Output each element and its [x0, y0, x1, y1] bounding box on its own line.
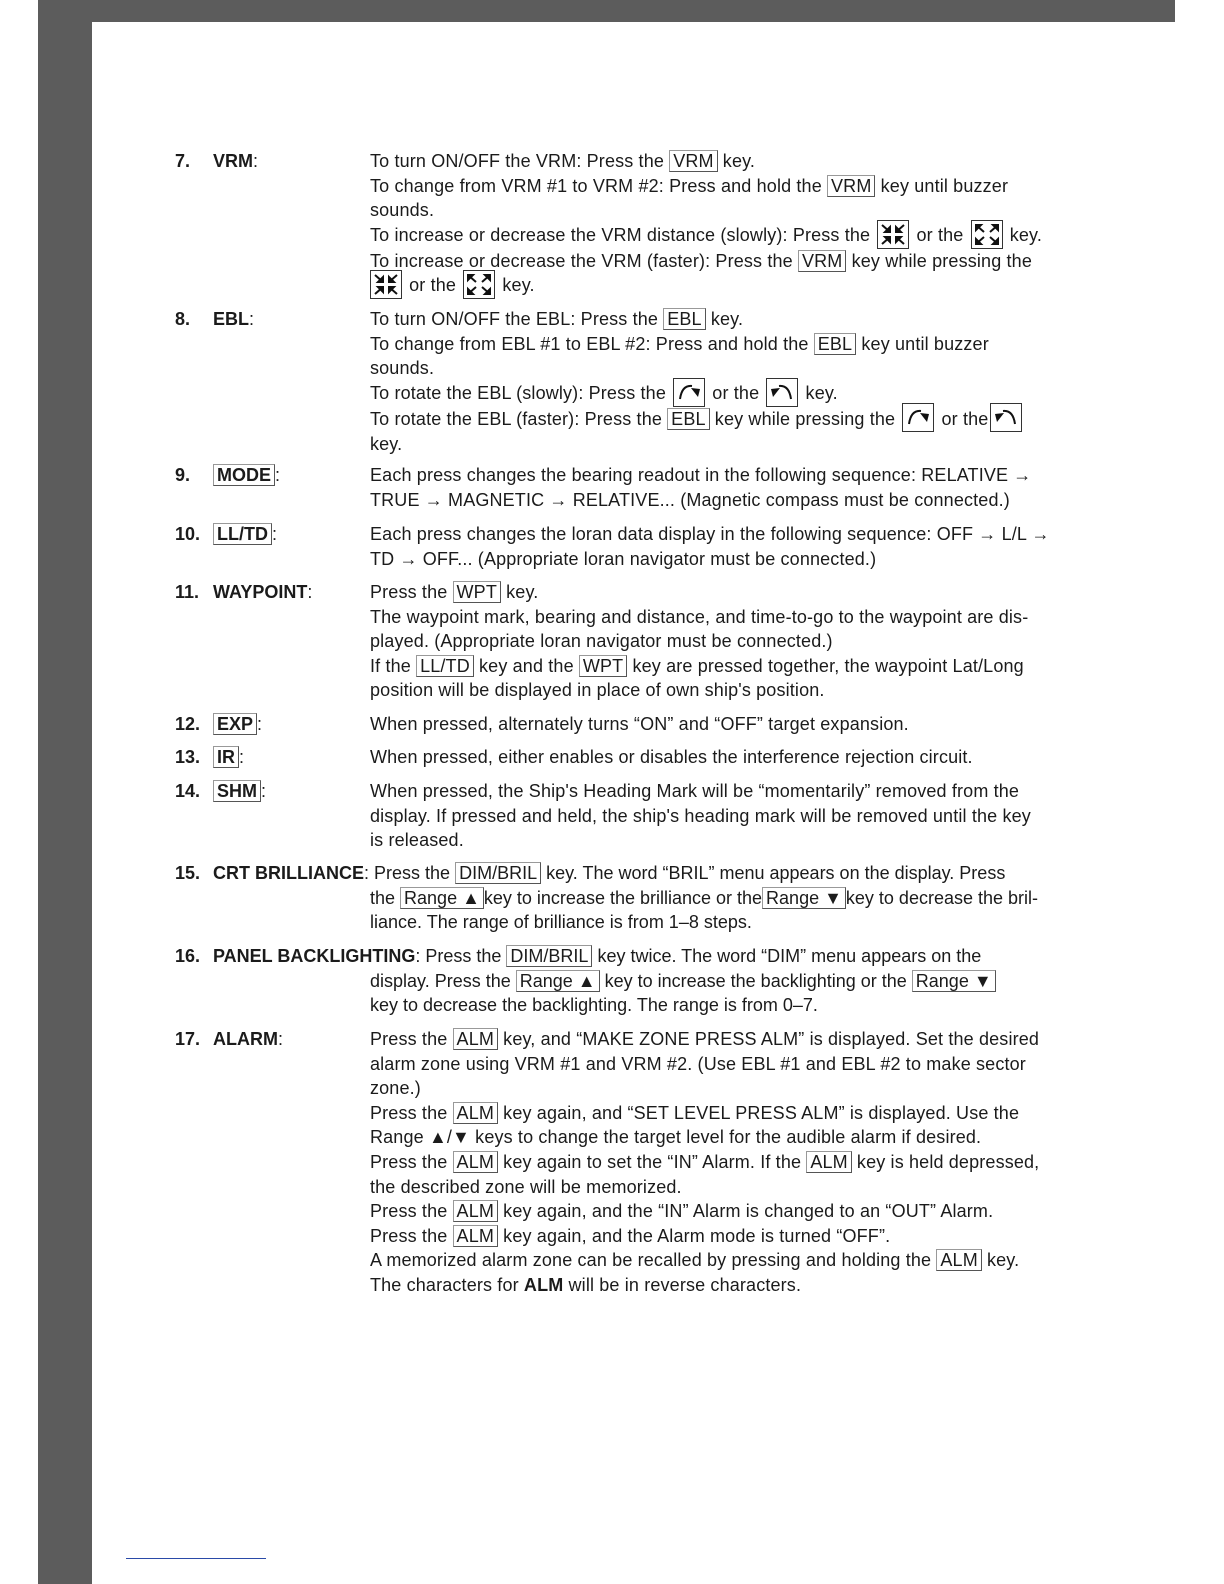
range-up-key: Range ▲ [516, 970, 600, 992]
vrm-increase-icon [463, 270, 495, 299]
entry-label: LL/TD : [213, 522, 277, 547]
vrm-increase-icon [971, 220, 1003, 249]
dim-bril-key: DIM/BRIL [455, 862, 541, 884]
mode-key: MODE [213, 464, 275, 486]
text-line: position will be displayed in place of own ship's position. [370, 680, 825, 701]
text-line: Press the ALM key again, and the “IN” Alarm is changed to an “OUT” Alarm. [370, 1201, 994, 1222]
text-line: display. If pressed and held, the ship's heading mark will be removed until the key [370, 805, 1031, 826]
entry-label: IR : [213, 745, 244, 770]
scan-shadow-top [38, 0, 1175, 22]
entry-number: 17. [175, 1029, 201, 1049]
entry-description [370, 1027, 1136, 1298]
text-line: To increase or decrease the VRM (faster): Press the VRM key while pressing the [370, 250, 1032, 271]
text-line: Each press changes the bearing readout in the following sequence: RELATIVE → [370, 465, 1032, 485]
text-line: liance. The range of brilliance is from 1–8 steps. [370, 912, 752, 933]
dim-bril-key: DIM/BRIL [506, 945, 592, 967]
entry-number: 8. [175, 309, 191, 329]
text-line: CRT BRILLIANCE: Press the DIM/BRIL key. The word “BRIL” menu appears on the display. Press [213, 863, 1006, 883]
text-line: To increase or decrease the VRM distance (slowly): Press the or the key. [370, 223, 1136, 249]
text-line: To rotate the EBL (faster): Press the EBL key while pressing the or the [370, 407, 1136, 433]
alm-key: ALM [936, 1249, 981, 1271]
entry-description [370, 463, 1136, 512]
wpt-key: WPT [579, 655, 627, 677]
ebl-key: EBL [814, 333, 856, 355]
text-line: To change from EBL #1 to EBL #2: Press and hold the EBL key until buzzer [370, 333, 989, 354]
entry-description [370, 522, 1136, 571]
text-line: sounds. [370, 200, 435, 221]
text-line: the described zone will be memorized. [370, 1176, 682, 1197]
scan-margin-right [1175, 0, 1224, 1584]
entry-label: PANEL BACKLIGHTING [213, 946, 416, 966]
text-line: To rotate the EBL (slowly): Press the or the key. [370, 381, 1136, 407]
entry-number: 10. [175, 524, 201, 544]
text-line: Range ▲/▼ keys to change the target level for the audible alarm if desired. [370, 1127, 982, 1148]
range-down-key: Range ▼ [912, 970, 996, 992]
shm-key: SHM [213, 780, 261, 802]
text-line: key to decrease the backlighting. The range is from 0–7. [370, 995, 818, 1016]
vrm-decrease-icon [370, 270, 402, 299]
text-line: The waypoint mark, bearing and distance, and time-to-go to the waypoint are dis- [370, 606, 1029, 627]
text-line: To change from VRM #1 to VRM #2: Press and hold the VRM key until buzzer [370, 175, 1009, 196]
text-line: Each press changes the loran data display in the following sequence: OFF → L/L → [370, 524, 1050, 544]
text-line: The characters for ALM will be in reverse characters. [370, 1274, 802, 1295]
entry-number: 15. [175, 863, 201, 883]
text-line: sounds. [370, 358, 435, 379]
footer-rule [126, 1558, 266, 1559]
entry-label: CRT BRILLIANCE [213, 863, 364, 883]
vrm-decrease-icon [877, 220, 909, 249]
text-line: is released. [370, 830, 464, 851]
lltd-key: LL/TD [416, 655, 474, 677]
text-line: or the key. [370, 273, 1136, 299]
text-line: Press the WPT key. [370, 582, 539, 602]
entry-number: 12. [175, 714, 201, 734]
text-line: To turn ON/OFF the VRM: Press the VRM key. [370, 151, 756, 171]
vrm-key: VRM [798, 250, 846, 272]
alm-key: ALM [453, 1200, 498, 1222]
text-line: played. (Appropriate loran navigator must be connected.) [370, 631, 833, 652]
entry-description [370, 745, 1136, 770]
text-line: A memorized alarm zone can be recalled by pressing and holding the ALM key. [370, 1250, 1020, 1271]
text-line: Press the ALM key, and “MAKE ZONE PRESS ALM” is displayed. Set the desired [370, 1029, 1040, 1049]
vrm-key: VRM [669, 150, 717, 172]
entry-description [213, 861, 1163, 935]
text-line: PANEL BACKLIGHTING: Press the DIM/BRIL key twice. The word “DIM” menu appears on the [213, 946, 982, 966]
text-line: display. Press the Range ▲ key to increase the backlighting or the Range ▼ [213, 969, 1163, 994]
entry-number: 13. [175, 747, 201, 767]
text-line: Press the ALM key again to set the “IN” Alarm. If the ALM key is held depressed, [370, 1151, 1040, 1172]
wpt-key: WPT [453, 581, 501, 603]
entry-label: ALARM: [213, 1029, 284, 1049]
ebl-rotate-clockwise-icon [673, 378, 705, 407]
text-line: Press the ALM key again, and the Alarm mode is turned “OFF”. [370, 1225, 891, 1246]
text-line: When pressed, the Ship's Heading Mark will be “momentarily” removed from the [370, 781, 1020, 801]
vrm-key: VRM [827, 175, 875, 197]
entry-number: 14. [175, 781, 201, 801]
entry-label: WAYPOINT: [213, 582, 313, 602]
entry-label: SHM : [213, 779, 266, 804]
entry-description [370, 779, 1136, 853]
ebl-rotate-counterclockwise-icon [990, 403, 1022, 432]
entry-description [213, 944, 1163, 1018]
alm-key: ALM [453, 1102, 498, 1124]
alm-key: ALM [453, 1151, 498, 1173]
alm-key: ALM [806, 1151, 851, 1173]
lltd-key: LL/TD [213, 523, 272, 545]
ir-key: IR [213, 746, 239, 768]
entry-label: EBL: [213, 309, 255, 329]
text-line: When pressed, alternately turns “ON” and “OFF” target expansion. [370, 714, 909, 734]
scan-margin-left [0, 0, 38, 1584]
text-line: zone.) [370, 1078, 421, 1099]
ebl-rotate-counterclockwise-icon [766, 378, 798, 407]
exp-key: EXP [213, 713, 257, 735]
range-down-key: Range ▼ [762, 887, 846, 909]
entry-description [370, 307, 1136, 457]
entry-label: EXP : [213, 712, 262, 737]
ebl-key: EBL [663, 308, 705, 330]
entry-label: MODE : [213, 463, 280, 488]
text-line: When pressed, either enables or disables the interference rejection circuit. [370, 747, 973, 767]
entry-label: VRM: [213, 151, 259, 171]
entry-description [370, 149, 1136, 299]
scan-shadow-left [38, 0, 92, 1584]
entry-number: 16. [175, 946, 201, 966]
text-line: alarm zone using VRM #1 and VRM #2. (Use EBL #1 and EBL #2 to make sector [370, 1053, 1026, 1074]
range-up-key: Range ▲ [400, 887, 484, 909]
alm-key: ALM [453, 1028, 498, 1050]
entry-description [370, 580, 1160, 703]
entry-number: 7. [175, 151, 191, 171]
text-line: Press the ALM key again, and “SET LEVEL PRESS ALM” is displayed. Use the [370, 1102, 1020, 1123]
text-line: TRUE → MAGNETIC → RELATIVE... (Magnetic compass must be connected.) [370, 489, 1010, 510]
text-line: TD → OFF... (Appropriate loran navigator must be connected.) [370, 548, 877, 569]
entry-number: 11. [175, 582, 200, 602]
text-line: If the LL/TD key and the WPT key are pressed together, the waypoint Lat/Long [370, 655, 1024, 676]
text-line: To turn ON/OFF the EBL: Press the EBL key. [370, 309, 744, 329]
entry-description [370, 712, 1136, 737]
alm-key: ALM [453, 1225, 498, 1247]
text-line: the Range ▲ key to increase the brilliance or the Range ▼ key to decrease the bril- [370, 887, 1038, 908]
entry-number: 9. [175, 465, 191, 485]
ebl-key: EBL [667, 408, 709, 430]
text-line: key. [370, 434, 403, 455]
ebl-rotate-clockwise-icon [902, 403, 934, 432]
